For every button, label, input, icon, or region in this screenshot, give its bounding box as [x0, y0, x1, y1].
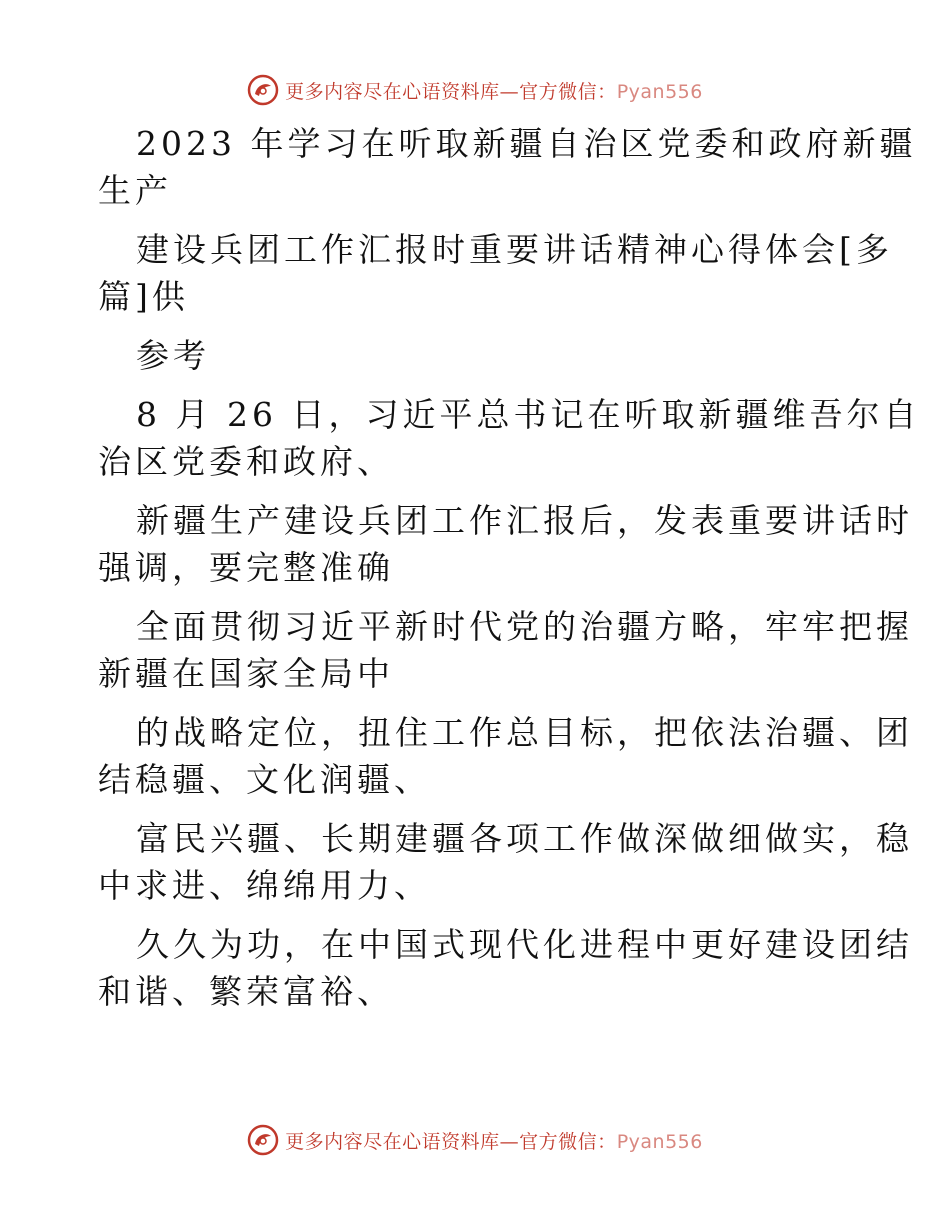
paragraph-line: 全面贯彻习近平新时代党的治疆方略，牢牢把握 — [136, 607, 913, 646]
page-footer-watermark — [0, 1120, 950, 1160]
title-line-1: 2023 年学习在听取新疆自治区党委和政府新疆 — [136, 124, 917, 163]
document-body — [98, 120, 921, 1015]
paragraph-line: 久久为功，在中国式现代化进程中更好建设团结 — [136, 925, 913, 964]
paragraph-line: 结稳疆、文化润疆、 — [98, 760, 431, 799]
paragraph-line: 治区党委和政府、 — [98, 442, 394, 481]
watermark-handle: Pyan556 — [616, 1130, 703, 1153]
paragraph-line: 新疆生产建设兵团工作汇报后，发表重要讲话时 — [136, 501, 913, 540]
paragraph-line: 8 月 26 日，习近平总书记在听取新疆维吾尔自 — [136, 395, 921, 434]
watermark-text — [285, 1127, 703, 1154]
paragraph-line: 强调，要完整准确 — [98, 548, 394, 587]
watermark-site-name: 更多内容尽在心语资料库 — [285, 1130, 500, 1153]
watermark-wechat-label: 官方微信： — [519, 80, 617, 103]
paragraph-line: 新疆在国家全局中 — [98, 654, 394, 693]
title-line-3: 建设兵团工作汇报时重要讲话精神心得体会[多 — [136, 230, 893, 269]
title-line-5: 参考 — [136, 336, 210, 375]
watermark-handle: Pyan556 — [616, 80, 703, 103]
title-line-2: 生产 — [98, 171, 172, 210]
paragraph-line: 和谐、繁荣富裕、 — [98, 972, 394, 1011]
red-swirl-logo-icon — [247, 1124, 279, 1156]
watermark-wechat-label: 官方微信： — [519, 1130, 617, 1153]
watermark-dash: — — [499, 80, 520, 103]
page-header-watermark — [0, 70, 950, 110]
watermark-dash: — — [499, 1130, 520, 1153]
watermark-text — [285, 77, 703, 104]
watermark-site-name: 更多内容尽在心语资料库 — [285, 80, 500, 103]
paragraph-line: 的战略定位，扭住工作总目标，把依法治疆、团 — [136, 713, 913, 752]
paragraph-line: 富民兴疆、长期建疆各项工作做深做细做实，稳 — [136, 819, 913, 858]
paragraph-line: 中求进、绵绵用力、 — [98, 866, 431, 905]
title-line-4: 篇]供 — [98, 277, 189, 316]
red-swirl-logo-icon — [247, 74, 279, 106]
